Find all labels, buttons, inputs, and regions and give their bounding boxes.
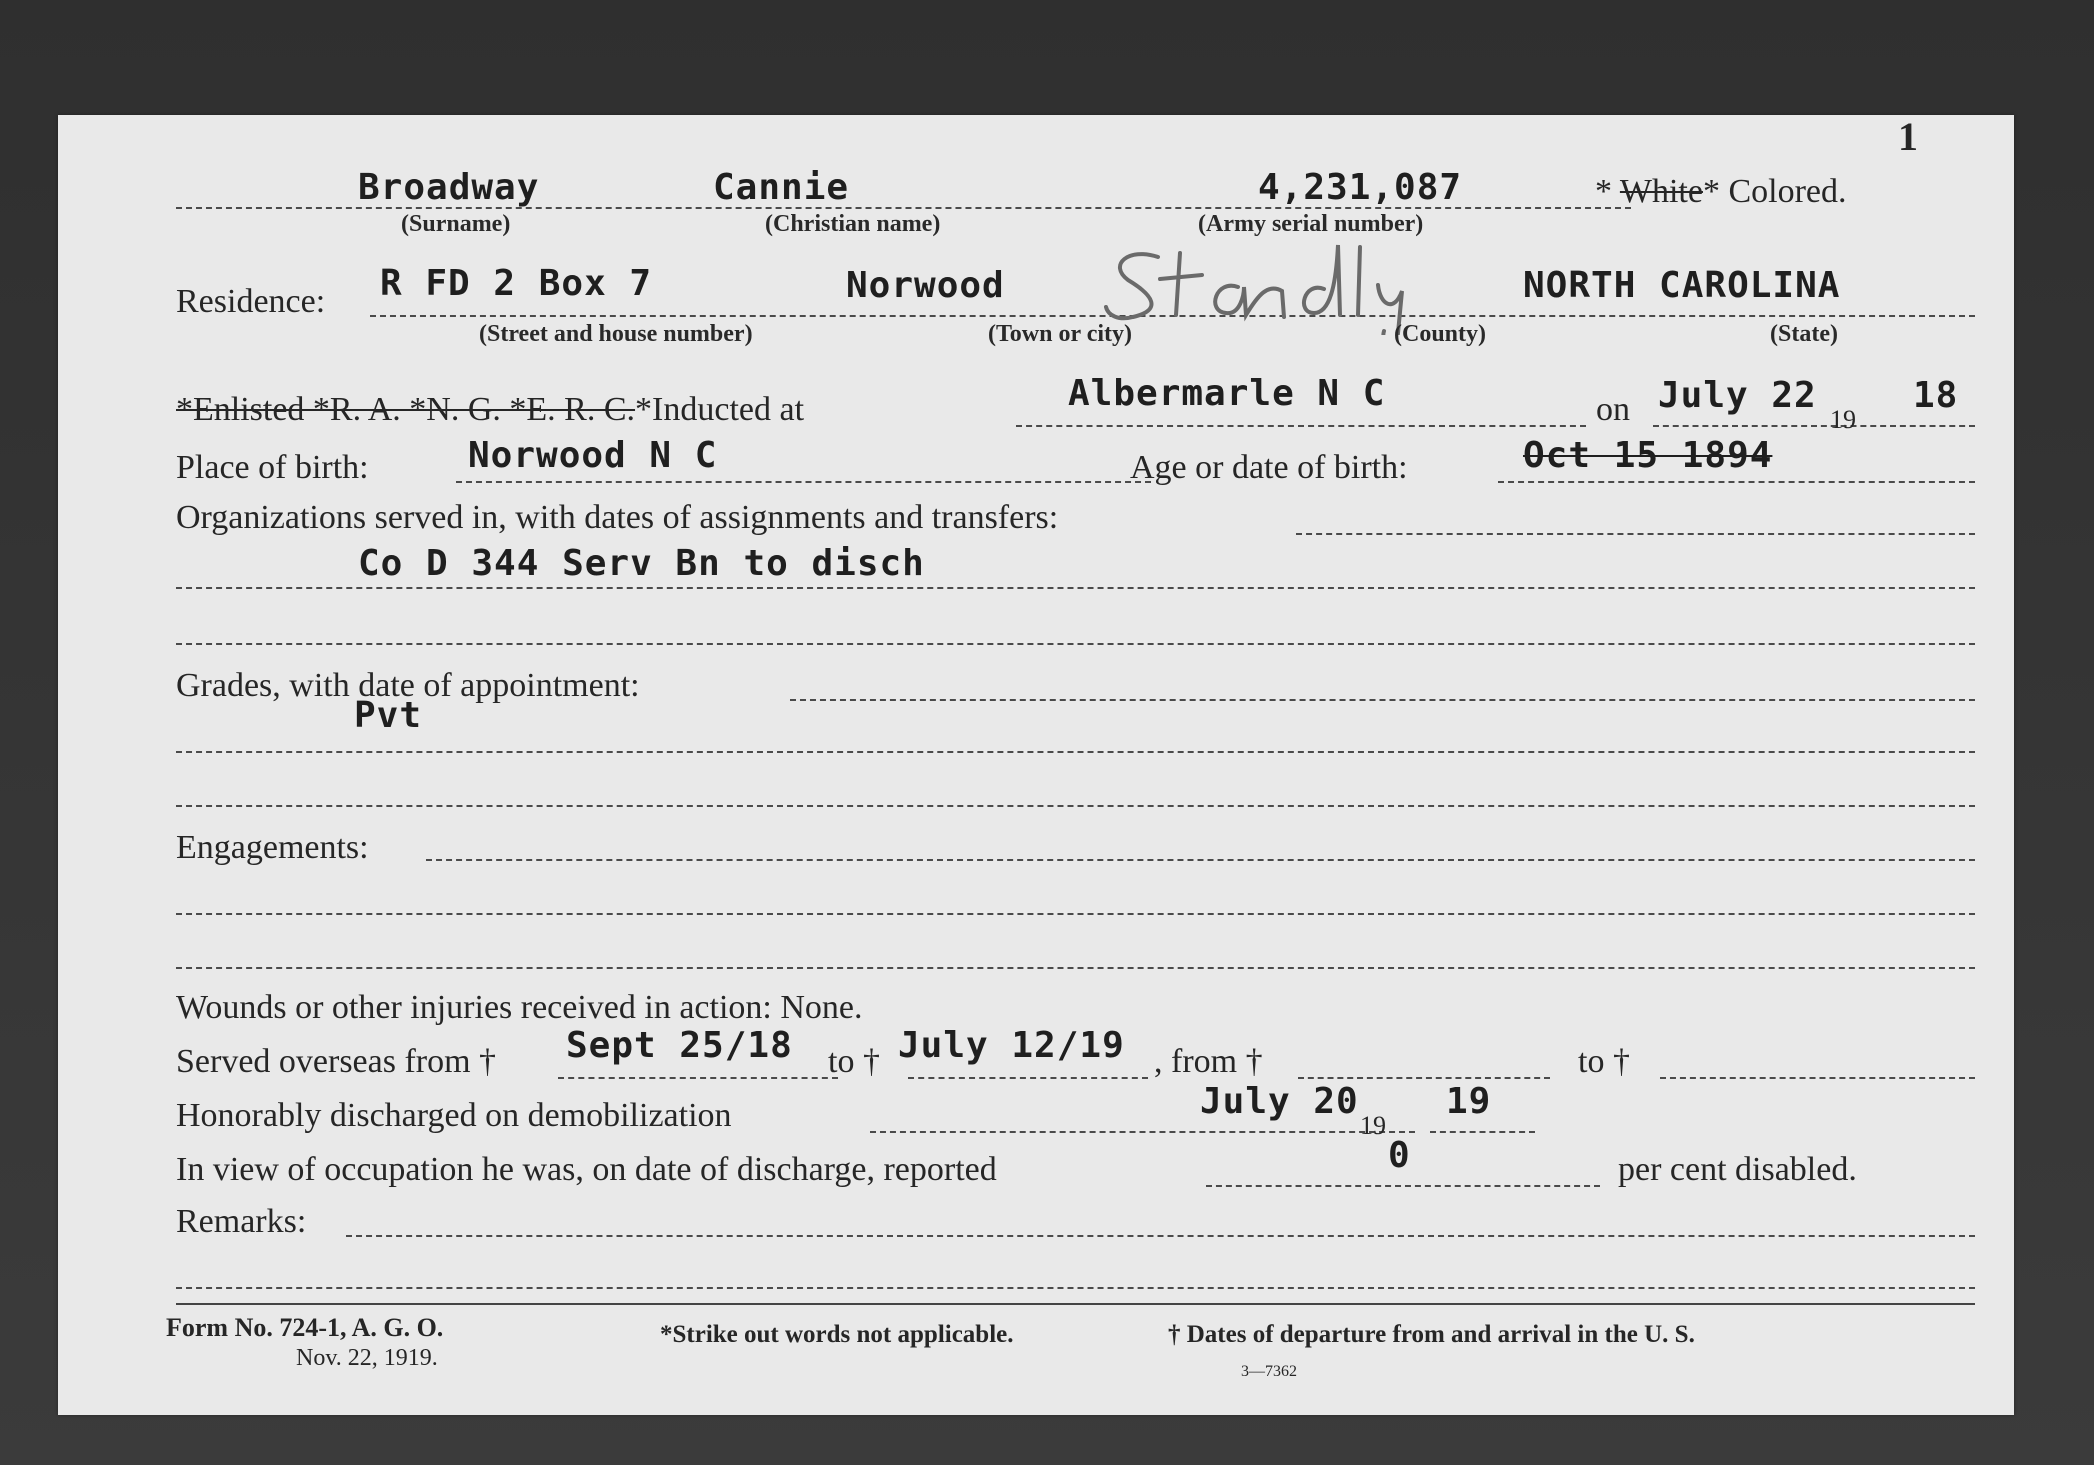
race-colored: Colored.: [1728, 173, 1847, 210]
form-number: Form No. 724-1, A. G. O.: [166, 1313, 444, 1342]
surname-caption: (Surname): [401, 211, 511, 237]
state-value: NORTH CAROLINA: [1523, 265, 1841, 306]
overseas-to-label: to †: [828, 1043, 880, 1080]
enlistment-options-struck: *Enlisted *R. A. *N. G. *E. R. C.: [176, 391, 636, 428]
disability-suffix: per cent disabled.: [1618, 1151, 1857, 1188]
grades-line-2: [176, 751, 1975, 753]
card-number: 1: [1898, 114, 1918, 159]
remarks-label: Remarks:: [176, 1203, 307, 1240]
organizations-line-2: [176, 587, 1975, 589]
induction-on-label: on: [1596, 391, 1630, 428]
birthdate-value: Oct 15 1894: [1523, 435, 1773, 476]
wounds-label: Wounds or other injuries received in action: None.: [176, 989, 863, 1026]
grades-entry: Pvt: [354, 695, 423, 736]
service-record-card: [58, 115, 2014, 1415]
overseas-from-value: Sept 25/18: [566, 1025, 793, 1066]
county-caption: (County): [1394, 321, 1487, 347]
race-star-2: *: [1702, 173, 1720, 210]
organizations-entry: Co D 344 Serv Bn to disch: [358, 543, 925, 584]
disability-label: In view of occupation he was, on date of discharge, reported: [176, 1151, 997, 1188]
organizations-line-1: [1296, 533, 1975, 535]
overseas-to-line: [908, 1077, 1148, 1079]
induction-date-line: [1653, 425, 1975, 427]
discharge-label: Honorably discharged on demobilization: [176, 1097, 732, 1134]
induction-year-value: 18: [1913, 375, 1959, 416]
overseas-from-label: Served overseas from †: [176, 1043, 497, 1080]
engagements-line-2: [176, 913, 1975, 915]
serial-number-value: 4,231,087: [1258, 167, 1463, 208]
race-white-struck: White: [1619, 173, 1703, 210]
discharge-year-value: 19: [1446, 1081, 1492, 1122]
town-value: Norwood: [846, 265, 1005, 306]
birthplace-line: [456, 481, 1151, 483]
christian-name-caption: (Christian name): [765, 211, 941, 237]
disability-line: [1206, 1185, 1600, 1187]
discharge-year-line: [1430, 1131, 1535, 1133]
birthplace-label: Place of birth:: [176, 449, 369, 486]
engagements-label: Engagements:: [176, 829, 369, 866]
remarks-line-1: [346, 1235, 1975, 1237]
organizations-label: Organizations served in, with dates of assignments and transfers:: [176, 499, 1059, 536]
overseas-to-label-2: to †: [1578, 1043, 1630, 1080]
organizations-line-3: [176, 643, 1975, 645]
strike-note: *Strike out words not applicable.: [660, 1321, 1014, 1348]
form-date: Nov. 22, 1919.: [296, 1345, 438, 1371]
overseas-from-line: [558, 1077, 838, 1079]
race-star: *: [1595, 173, 1612, 210]
induction-place-value: Albermarle N C: [1068, 373, 1386, 414]
induction-year-prefix: 19: [1830, 405, 1856, 434]
race-field: [1595, 173, 1847, 211]
birthplace-value: Norwood N C: [468, 435, 718, 476]
induction-place-line: [1016, 425, 1586, 427]
induction-label-row: [176, 391, 804, 429]
inducted-at-label: *Inducted at: [635, 391, 805, 428]
birthdate-line: [1498, 481, 1975, 483]
engagements-line-1: [426, 859, 1975, 861]
grades-line-1: [790, 699, 1975, 701]
street-caption: (Street and house number): [479, 321, 753, 347]
footer-divider: [176, 1303, 1975, 1305]
street-value: R FD 2 Box 7: [380, 263, 653, 304]
disability-value: 0: [1388, 1135, 1411, 1176]
induction-date-value: July 22: [1658, 375, 1817, 416]
overseas-from-line-2: [1298, 1077, 1550, 1079]
overseas-from-label-2: , from †: [1154, 1043, 1263, 1080]
grades-line-3: [176, 805, 1975, 807]
overseas-to-value: July 12/19: [898, 1025, 1125, 1066]
serial-number-caption: (Army serial number): [1198, 211, 1424, 237]
remarks-line-2: [176, 1287, 1975, 1289]
discharge-year-prefix: 19: [1360, 1111, 1386, 1140]
age-label: Age or date of birth:: [1130, 449, 1408, 486]
overseas-to-line-2: [1660, 1077, 1975, 1079]
dates-note: † Dates of departure from and arrival in the U. S.: [1168, 1321, 1695, 1348]
engagements-line-3: [176, 967, 1975, 969]
discharge-date-value: July 20: [1200, 1081, 1359, 1122]
town-caption: (Town or city): [988, 321, 1132, 347]
grades-label: Grades, with date of appointment:: [176, 667, 640, 704]
discharge-date-line: [870, 1131, 1415, 1133]
christian-name-value: Cannie: [713, 167, 850, 208]
surname-value: Broadway: [358, 167, 540, 208]
county-handwriting: [1098, 235, 1428, 335]
state-caption: (State): [1770, 321, 1838, 347]
residence-label: Residence:: [176, 283, 326, 320]
print-code: 3—7362: [1241, 1363, 1297, 1380]
